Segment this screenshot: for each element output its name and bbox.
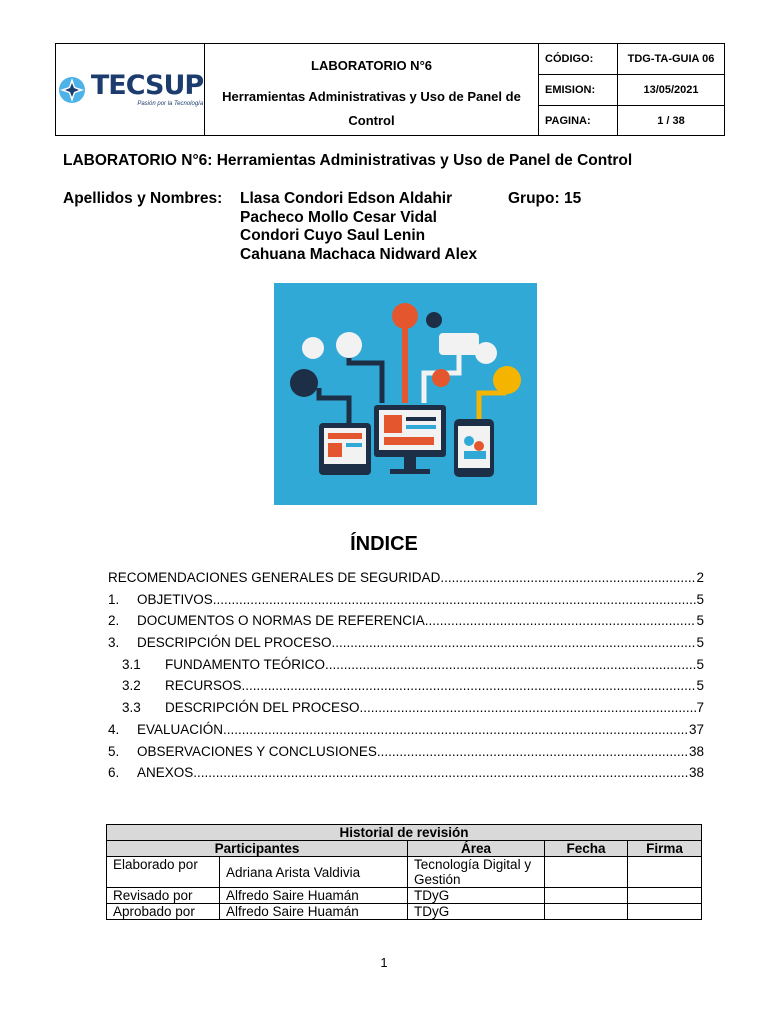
logo-cell — [56, 44, 205, 136]
column-header-area: Área — [408, 841, 545, 857]
page-number: 1 — [380, 955, 388, 970]
column-header-signature: Firma — [628, 841, 702, 857]
role-cell: Aprobado por — [107, 904, 220, 920]
student-name: Llasa Condori Edson Aldahir — [240, 190, 453, 207]
toc-entry-page: 5 — [696, 591, 704, 607]
students-label: Apellidos y Nombres: — [63, 190, 223, 207]
toc-entry[interactable] — [108, 592, 704, 614]
student-name: Pacheco Mollo Cesar Vidal — [240, 208, 437, 226]
codigo-label: CÓDIGO: — [539, 44, 618, 75]
toc-entry-label: DESCRIPCIÓN DEL PROCESO — [165, 700, 360, 716]
toc-leader-dots — [325, 657, 696, 672]
students-list — [240, 190, 477, 264]
lab-number: LABORATORIO N°6 — [311, 57, 432, 73]
toc-entry-page: 2 — [696, 570, 704, 585]
revision-history-caption: Historial de revisión — [107, 825, 702, 841]
tecsup-emblem-icon — [57, 75, 87, 105]
table-row — [107, 904, 702, 920]
toc-entry[interactable] — [108, 700, 704, 722]
toc-entry-page: 38 — [688, 765, 704, 781]
toc-entry-label: RECURSOS — [165, 678, 242, 694]
table-row — [107, 857, 702, 888]
role-cell: Elaborado por — [107, 857, 220, 888]
area-cell: TDyG — [408, 888, 545, 904]
name-cell: Alfredo Saire Huamán — [220, 904, 408, 920]
toc-leader-dots — [223, 722, 689, 737]
header-title-cell — [205, 44, 539, 136]
toc-entry-page: 38 — [688, 743, 704, 759]
toc-entry[interactable] — [108, 722, 704, 744]
date-cell — [545, 857, 628, 888]
toc-entry-label: OBJETIVOS — [137, 591, 213, 607]
logo-tagline: Pasión por la Tecnología — [137, 101, 204, 107]
date-cell — [545, 904, 628, 920]
toc-entry[interactable] — [108, 613, 704, 635]
toc-entry-page: 5 — [696, 656, 704, 672]
toc-entry-page: 37 — [688, 721, 704, 737]
toc-entry[interactable] — [108, 744, 704, 766]
toc-entry-number: 3.2 — [122, 678, 141, 694]
logo-wordmark: TECSUP — [90, 70, 204, 101]
toc-leader-dots — [440, 570, 696, 585]
signature-cell — [628, 888, 702, 904]
emision-value: 13/05/2021 — [618, 75, 725, 106]
toc-entry-number: 3.3 — [122, 700, 141, 716]
toc-leader-dots — [242, 678, 697, 693]
student-name: Condori Cuyo Saul Lenin — [240, 227, 426, 244]
role-cell: Revisado por — [107, 888, 220, 904]
toc-entry-page: 7 — [696, 700, 704, 716]
column-header-participants: Participantes — [107, 841, 408, 857]
toc-entry-number: 4. — [108, 721, 120, 737]
area-cell: TDyG — [408, 904, 545, 920]
toc-entry[interactable] — [108, 657, 704, 679]
toc-entry-number: 6. — [108, 765, 120, 781]
lab-subtitle-line2: Control — [348, 112, 395, 128]
toc-entry[interactable] — [108, 678, 704, 700]
signature-cell — [628, 857, 702, 888]
toc-entry[interactable] — [108, 570, 704, 592]
toc-entry-number: 3.1 — [122, 656, 141, 672]
toc-leader-dots — [332, 635, 697, 650]
toc-entry-page: 5 — [696, 678, 704, 694]
toc-entry-label: FUNDAMENTO TEÓRICO — [165, 656, 326, 672]
revision-history-table — [106, 824, 702, 920]
toc-entry-page: 5 — [696, 613, 704, 629]
toc-leader-dots — [425, 613, 697, 628]
column-header-date: Fecha — [545, 841, 628, 857]
date-cell — [545, 888, 628, 904]
table-row — [107, 888, 702, 904]
toc-entry-label: OBSERVACIONES Y CONCLUSIONES — [137, 743, 377, 759]
toc-entry-label: DESCRIPCIÓN DEL PROCESO — [137, 635, 332, 651]
toc-entry-number: 5. — [108, 743, 120, 759]
toc-entry-page: 5 — [696, 635, 704, 651]
index-title: ÍNDICE — [350, 533, 418, 555]
signature-cell — [628, 904, 702, 920]
document-title: LABORATORIO N°6: Herramientas Administrativas y Uso de Panel de Control — [63, 152, 633, 169]
tecsup-logo — [56, 72, 204, 107]
codigo-value: TDG-TA-GUIA 06 — [618, 44, 725, 75]
document-header — [55, 43, 725, 136]
toc-entry-label: RECOMENDACIONES GENERALES DE SEGURIDAD — [108, 570, 441, 585]
toc-entry[interactable] — [108, 765, 704, 787]
lab-subtitle-line1: Herramientas Administrativas y Uso de Panel de — [222, 88, 521, 104]
toc-leader-dots — [213, 592, 697, 607]
name-cell: Adriana Arista Valdivia — [220, 857, 408, 888]
table-of-contents — [108, 570, 704, 787]
toc-entry-number: 3. — [108, 635, 120, 651]
student-name: Cahuana Machaca Nidward Alex — [240, 245, 478, 263]
pagina-value: 1 / 38 — [618, 106, 725, 136]
toc-leader-dots — [193, 765, 689, 780]
toc-entry-label: DOCUMENTOS O NORMAS DE REFERENCIA — [137, 613, 425, 629]
emision-label: EMISION: — [539, 75, 618, 106]
area-cell: Tecnología Digital y Gestión — [408, 857, 545, 888]
pagina-label: PAGINA: — [539, 106, 618, 136]
group-label: Grupo: 15 — [508, 190, 582, 207]
toc-entry-number: 1. — [108, 591, 120, 607]
toc-leader-dots — [377, 744, 689, 759]
name-cell: Alfredo Saire Huamán — [220, 888, 408, 904]
digital-devices-illustration — [274, 283, 537, 505]
toc-entry-label: ANEXOS — [137, 765, 194, 781]
toc-entry-number: 2. — [108, 613, 120, 629]
toc-leader-dots — [360, 700, 697, 715]
toc-entry-label: EVALUACIÓN — [137, 721, 224, 737]
toc-entry[interactable] — [108, 635, 704, 657]
